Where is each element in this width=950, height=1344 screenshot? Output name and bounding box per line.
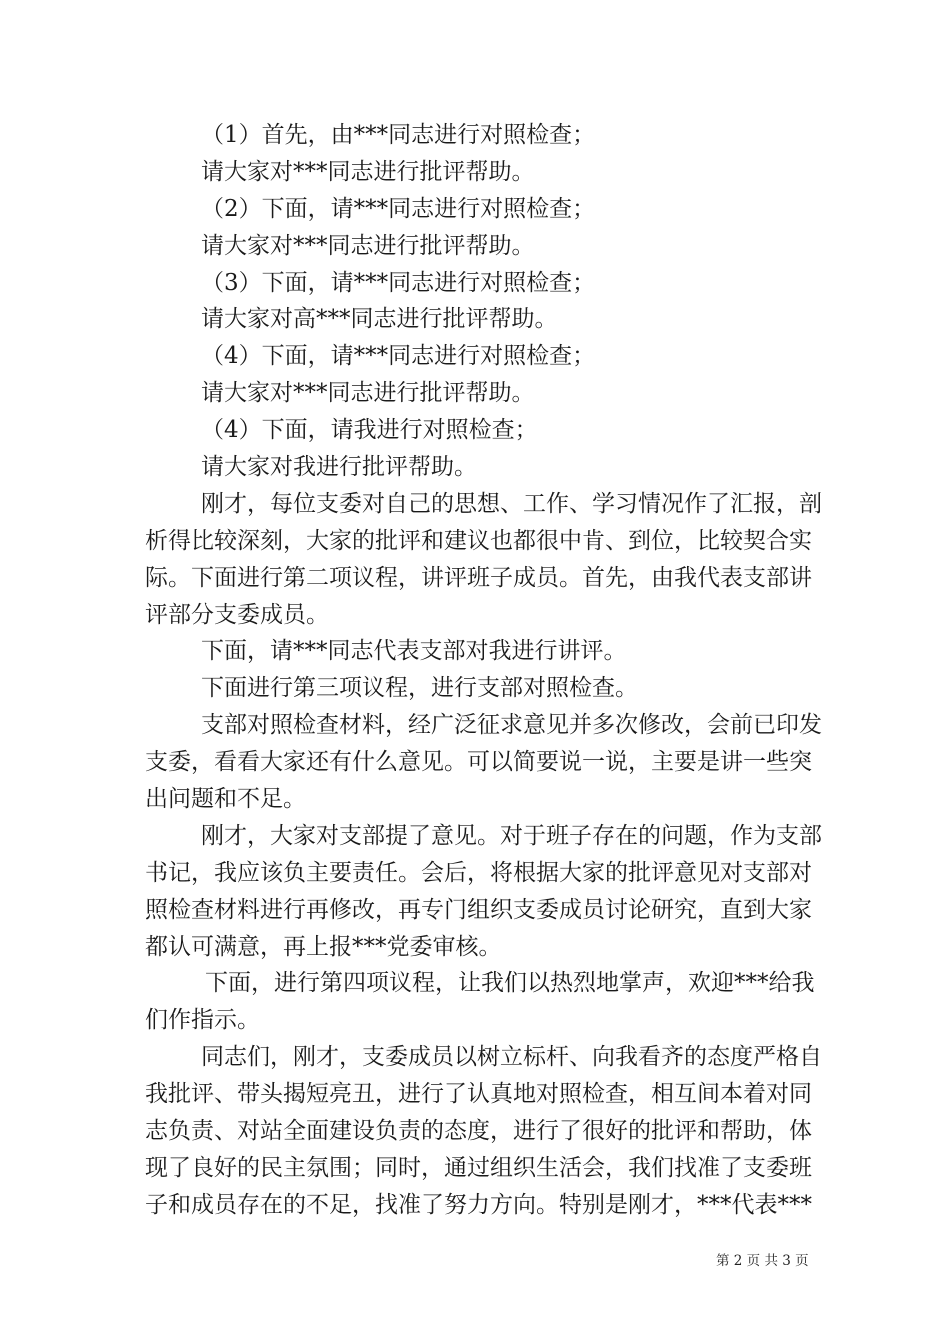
text-line: 志负责、对站全面建设负责的态度，进行了很好的批评和帮助，体 — [145, 1118, 812, 1145]
text-line: 刚才，大家对支部提了意见。对于班子存在的问题，作为支部 — [201, 822, 822, 849]
text-line: 支委，看看大家还有什么意见。可以简要说一说，主要是讲一些突 — [145, 749, 812, 776]
document-body — [145, 117, 822, 1224]
text-line: 评部分支委成员。 — [145, 601, 329, 628]
text-line: 刚才，每位支委对自己的思想、工作、学习情况作了汇报，剖 — [201, 490, 822, 517]
text-line: （1）首先，由***同志进行对照检查； — [201, 122, 596, 148]
text-line: 出问题和不足。 — [145, 786, 306, 813]
text-line: 请大家对我进行批评帮助。 — [201, 454, 477, 481]
text-line: 请大家对高***同志进行批评帮助。 — [201, 306, 558, 333]
text-line: 请大家对***同志进行批评帮助。 — [201, 380, 535, 407]
text-line: （3）下面，请***同志进行对照检查； — [201, 269, 596, 296]
text-line: 析得比较深刻，大家的批评和建议也都很中肯、到位，比较契合实 — [145, 527, 812, 554]
text-line: 我批评、带头揭短亮丑，进行了认真地对照检查，相互间本着对同 — [145, 1081, 812, 1108]
text-line: 书记，我应该负主要责任。会后，将根据大家的批评意见对支部对 — [145, 859, 812, 886]
text-line: 照检查材料进行再修改，再专门组织支委成员讨论研究，直到大家 — [145, 896, 812, 923]
text-line: 们作指示。 — [145, 1007, 260, 1034]
text-line: 子和成员存在的不足，找准了努力方向。特别是刚才，***代表*** — [145, 1191, 812, 1218]
text-line: （4）下面，请我进行对照检查； — [201, 417, 538, 444]
text-line: 现了良好的民主氛围；同时，通过组织生活会，我们找准了支委班 — [145, 1154, 812, 1181]
text-line: 际。下面进行第二项议程，讲评班子成员。首先，由我代表支部讲 — [145, 564, 812, 591]
page-number: 第 2 页 共 3 页 — [716, 1253, 809, 1269]
text-line: 请大家对***同志进行批评帮助。 — [201, 232, 535, 259]
text-line: （4）下面，请***同志进行对照检查； — [201, 343, 596, 370]
text-line: 都认可满意，再上报***党委审核。 — [145, 933, 502, 960]
text-line: 请大家对***同志进行批评帮助。 — [201, 158, 535, 185]
text-line: 下面，进行第四项议程，让我们以热烈地掌声，欢迎***给我 — [205, 970, 815, 997]
text-line: 支部对照检查材料，经广泛征求意见并多次修改，会前已印发 — [201, 712, 822, 739]
text-line: 下面进行第三项议程，进行支部对照检查。 — [201, 675, 638, 702]
text-line: （2）下面，请***同志进行对照检查； — [201, 195, 596, 222]
text-line: 同志们，刚才，支委成员以树立标杆、向我看齐的态度严格自 — [201, 1044, 822, 1071]
text-line: 下面，请***同志代表支部对我进行讲评。 — [201, 638, 627, 665]
